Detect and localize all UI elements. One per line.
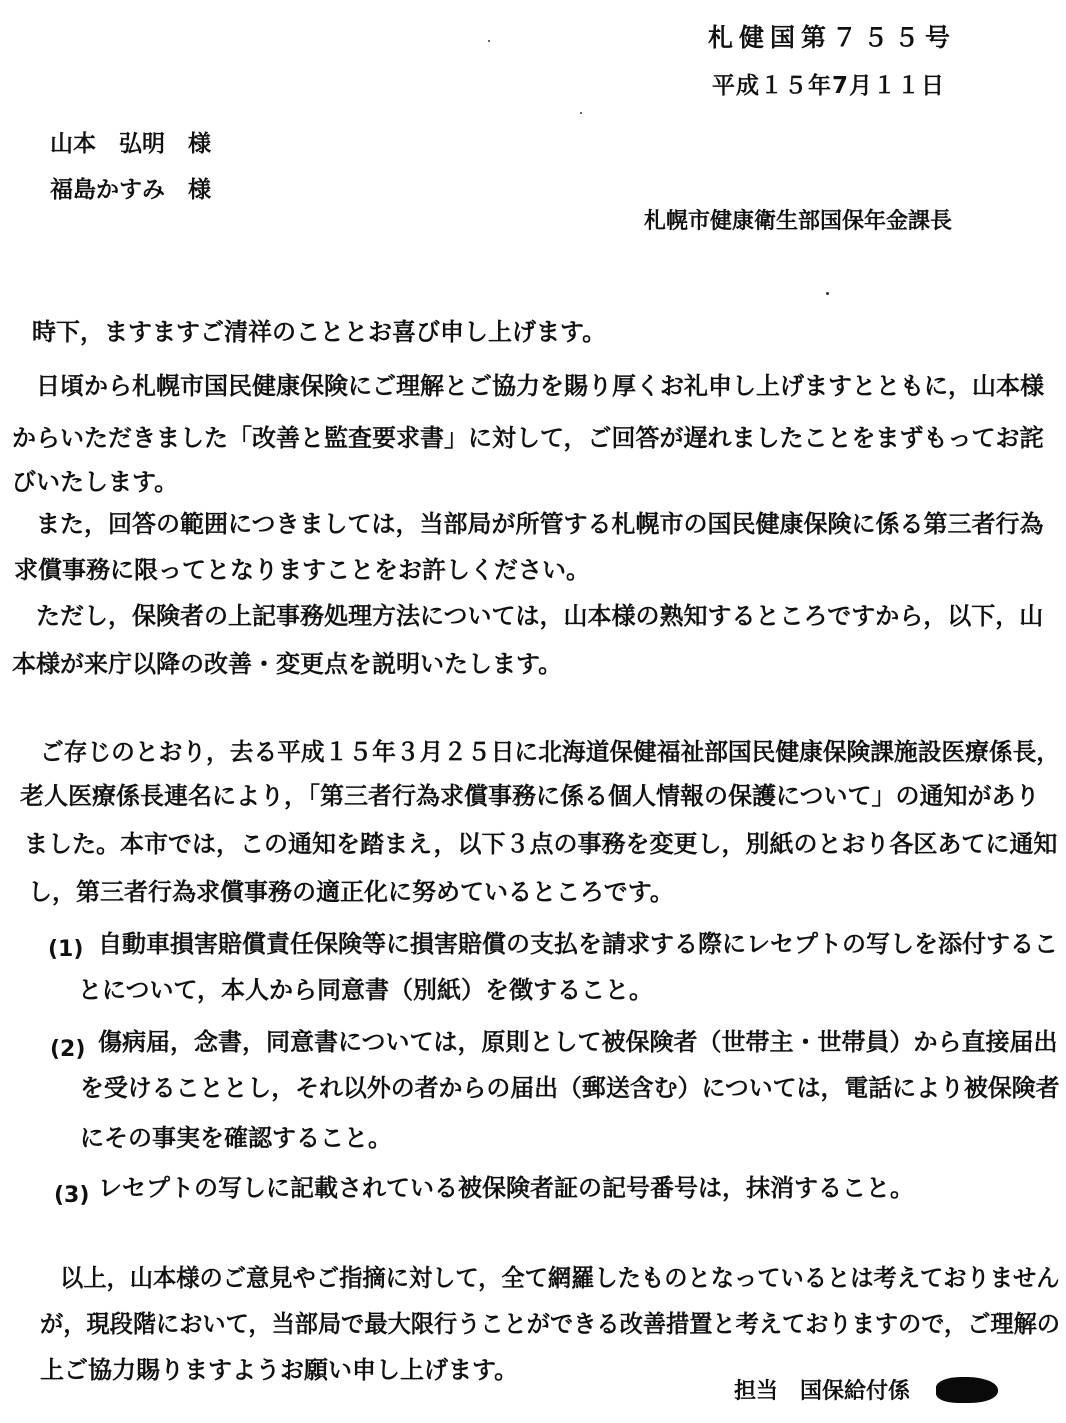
paragraph-6-line-2: が，現段階において，当部局で最大限行うことができる改善措置と考えておりますので，ご理解の xyxy=(40,1310,1061,1338)
item-1-line-2: とについて，本人から同意書（別紙）を徴すること。 xyxy=(78,976,654,1004)
redaction-mark xyxy=(936,1377,998,1403)
addressee-2: 福島かすみ 様 xyxy=(50,177,211,203)
paragraph-2-line-3: びいたします。 xyxy=(12,468,179,496)
paragraph-5-line-4: し，第三者行為求償事務の適正化に努めているところです。 xyxy=(28,878,674,906)
document-date: 平成１５年7月１１日 xyxy=(712,73,946,99)
item-1-number: (1) xyxy=(48,937,84,962)
paragraph-5-line-3: ました。本市では，この通知を踏まえ，以下３点の事務を変更し，別紙のとおり各区あてに通知 xyxy=(24,830,1058,858)
scan-speck xyxy=(488,40,490,42)
item-2-number: (2) xyxy=(50,1037,86,1062)
item-1-line-1: 自動車損害賠償責任保険等に損害賠償の支払を請求する際にレセプトの写しを添付するこ xyxy=(98,930,1058,958)
item-3-number: (3) xyxy=(54,1183,90,1208)
item-2-line-2: を受けることとし，それ以外の者からの届出（郵送含む）については，電話により被保険者 xyxy=(80,1074,1060,1102)
greeting-line: 時下，ますますご清祥のこととお喜び申し上げます。 xyxy=(32,318,607,346)
item-3-line-1: レセプトの写しに記載されている被保険者証の記号番号は，抹消すること。 xyxy=(98,1174,914,1202)
addressee-1: 山本 弘明 様 xyxy=(50,131,211,157)
paragraph-6-line-1: 以上，山本様のご意見やご指摘に対して，全て網羅したものとなっているとは考えておりません xyxy=(60,1264,1060,1292)
paragraph-5-line-2: 老人医療係長連名により，「第三者行為求償事務に係る個人情報の保護について」の通知があり xyxy=(20,782,1040,810)
paragraph-6-line-3: 上ご協力賜りますようお願い申し上げます。 xyxy=(40,1356,519,1384)
document-number: 札健国第７５５号 xyxy=(708,23,957,52)
paragraph-4-line-2: 本様が来庁以降の改善・変更点を説明いたします。 xyxy=(12,650,563,678)
scan-speck xyxy=(580,112,582,114)
contact-line: 担当 国保給付係 xyxy=(734,1379,911,1404)
scan-speck xyxy=(826,292,829,295)
paragraph-5-line-1: ご存じのとおり，去る平成１５年３月２５日に北海道保健福祉部国民健康保険課施設医療係長， xyxy=(40,738,1061,766)
paragraph-2-line-1: 日頃から札幌市国民健康保険にご理解とご協力を賜り厚くお礼申し上げますとともに，山本様 xyxy=(36,372,1044,400)
paragraph-3-line-2: 求償事務に限ってとなりますことをお許しください。 xyxy=(14,556,590,584)
sender-title: 札幌市健康衛生部国保年金課長 xyxy=(644,209,953,234)
paragraph-3-line-1: また，回答の範囲につきましては，当部局が所管する札幌市の国民健康保険に係る第三者行為 xyxy=(36,510,1044,538)
paragraph-2-line-2: からいただきました「改善と監査要求書」に対して，ご回答が遅れましたことをまずもってお詫 xyxy=(12,424,1044,452)
item-2-line-1: 傷病届，念書，同意書については，原則として被保険者（世帯主・世帯員）から直接届出 xyxy=(98,1028,1058,1056)
item-2-line-3: にその事実を確認すること。 xyxy=(80,1124,392,1152)
paragraph-4-line-1: ただし，保険者の上記事務処理方法については，山本様の熟知するところですから，以下，山 xyxy=(36,602,1044,630)
